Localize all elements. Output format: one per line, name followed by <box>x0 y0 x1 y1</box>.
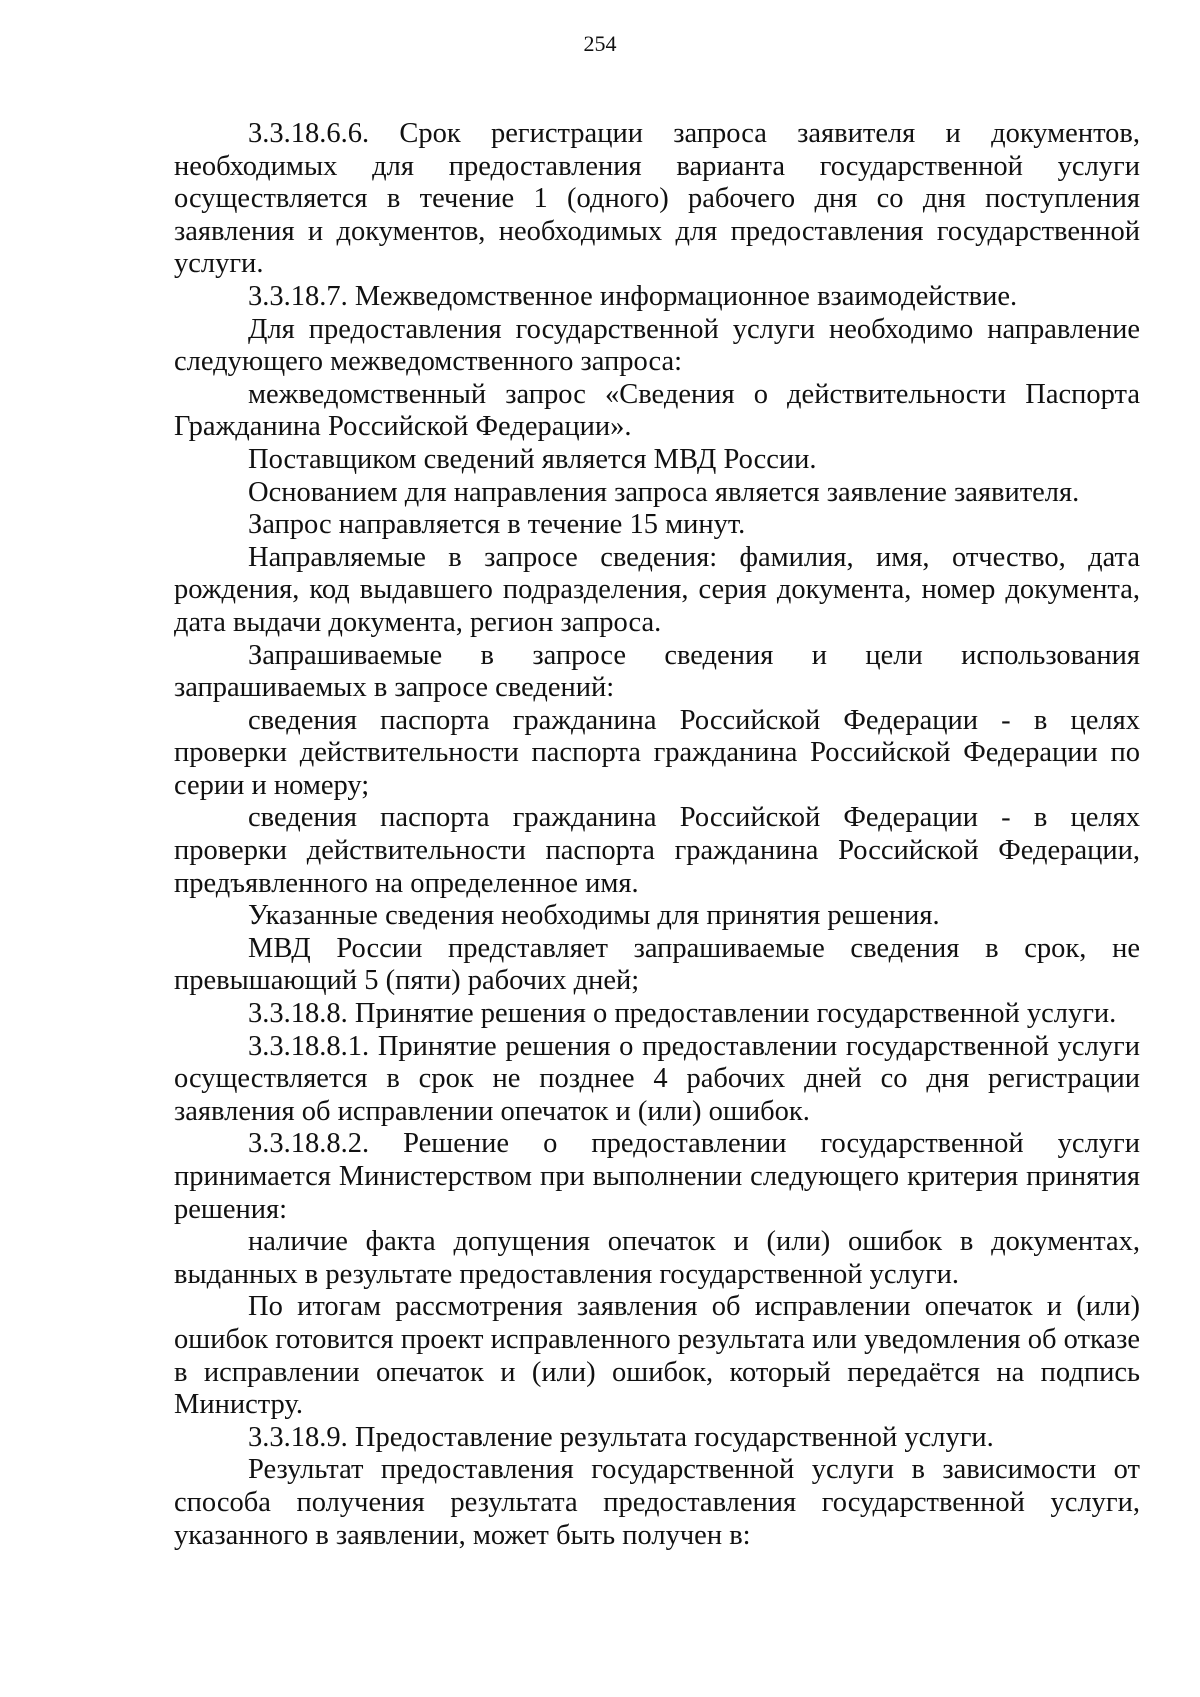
paragraph-result-delivery: Результат предоставления государственной услуги в зависимости от способа получения результата предоставления государственной услуги, указанного в заявлении, может быть получен в: <box>174 1454 1140 1551</box>
paragraph-decision-criterion: наличие факта допущения опечаток и (или) ошибок в документах, выданных в результате предоставления государственной услуги. <box>174 1226 1140 1290</box>
paragraph-requested-data-item-2: сведения паспорта гражданина Российской Федерации - в целях проверки действительности паспорта гражданина Российской Федерации, предъявленного на определенное имя. <box>174 802 1140 899</box>
paragraph-3-3-18-6-6: 3.3.18.6.6. Срок регистрации запроса заявителя и документов, необходимых для предоставления варианта государственной услуги осуществляется в течение 1 (одного) рабочего дня со дня поступления заявления и документов, необходимых для предоставления государственной услуги. <box>174 118 1140 280</box>
paragraph-sent-data: Направляемые в запросе сведения: фамилия, имя, отчество, дата рождения, код выдавшего подразделения, серия документа, номер документа, дата выдачи документа, регион запроса. <box>174 541 1140 638</box>
paragraph-3-3-18-9-heading: 3.3.18.9. Предоставление результата государственной услуги. <box>248 1421 994 1453</box>
paragraph-review-outcome: По итогам рассмотрения заявления об исправлении опечаток и (или) ошибок готовится проект исправленного результата или уведомления об отказе в исправлении опечаток и (или) ошибок, который передаётся на подпись Министру. <box>174 1291 1140 1421</box>
page-number: 254 <box>583 31 617 56</box>
paragraph-interagency-request-name: межведомственный запрос «Сведения о действительности Паспорта Гражданина Российской Федерации». <box>174 378 1140 443</box>
paragraph-response-deadline: МВД России представляет запрашиваемые сведения в срок, не превышающий 5 (пяти) рабочих дней; <box>174 932 1140 997</box>
paragraph-data-provider: Поставщиком сведений является МВД России. <box>248 443 817 475</box>
paragraph-3-3-18-8-heading: 3.3.18.8. Принятие решения о предоставлении государственной услуги. <box>248 998 1117 1030</box>
paragraph-requested-data-item-1: сведения паспорта гражданина Российской Федерации - в целях проверки действительности паспорта гражданина Российской Федерации по серии и номеру; <box>174 704 1140 801</box>
paragraph-interagency-request-intro: Для предоставления государственной услуги необходимо направление следующего межведомственного запроса: <box>174 313 1140 378</box>
paragraph-request-basis: Основанием для направления запроса является заявление заявителя. <box>248 476 1080 508</box>
paragraph-requested-data-intro: Запрашиваемые в запросе сведения и цели использования запрашиваемых в запросе сведений: <box>174 639 1140 704</box>
paragraph-data-purpose: Указанные сведения необходимы для принятия решения. <box>248 900 940 932</box>
paragraph-3-3-18-8-1: 3.3.18.8.1. Принятие решения о предоставлении государственной услуги осуществляется в срок не позднее 4 рабочих дней со дня регистрации заявления об исправлении опечаток и (или) ошибок. <box>174 1030 1140 1127</box>
paragraph-3-3-18-7-heading: 3.3.18.7. Межведомственное информационное взаимодействие. <box>248 280 1018 312</box>
paragraph-3-3-18-8-2: 3.3.18.8.2. Решение о предоставлении государственной услуги принимается Министерством при выполнении следующего критерия принятия решения: <box>174 1128 1140 1225</box>
paragraph-request-timing: Запрос направляется в течение 15 минут. <box>248 509 746 541</box>
document-body <box>174 118 1140 1552</box>
